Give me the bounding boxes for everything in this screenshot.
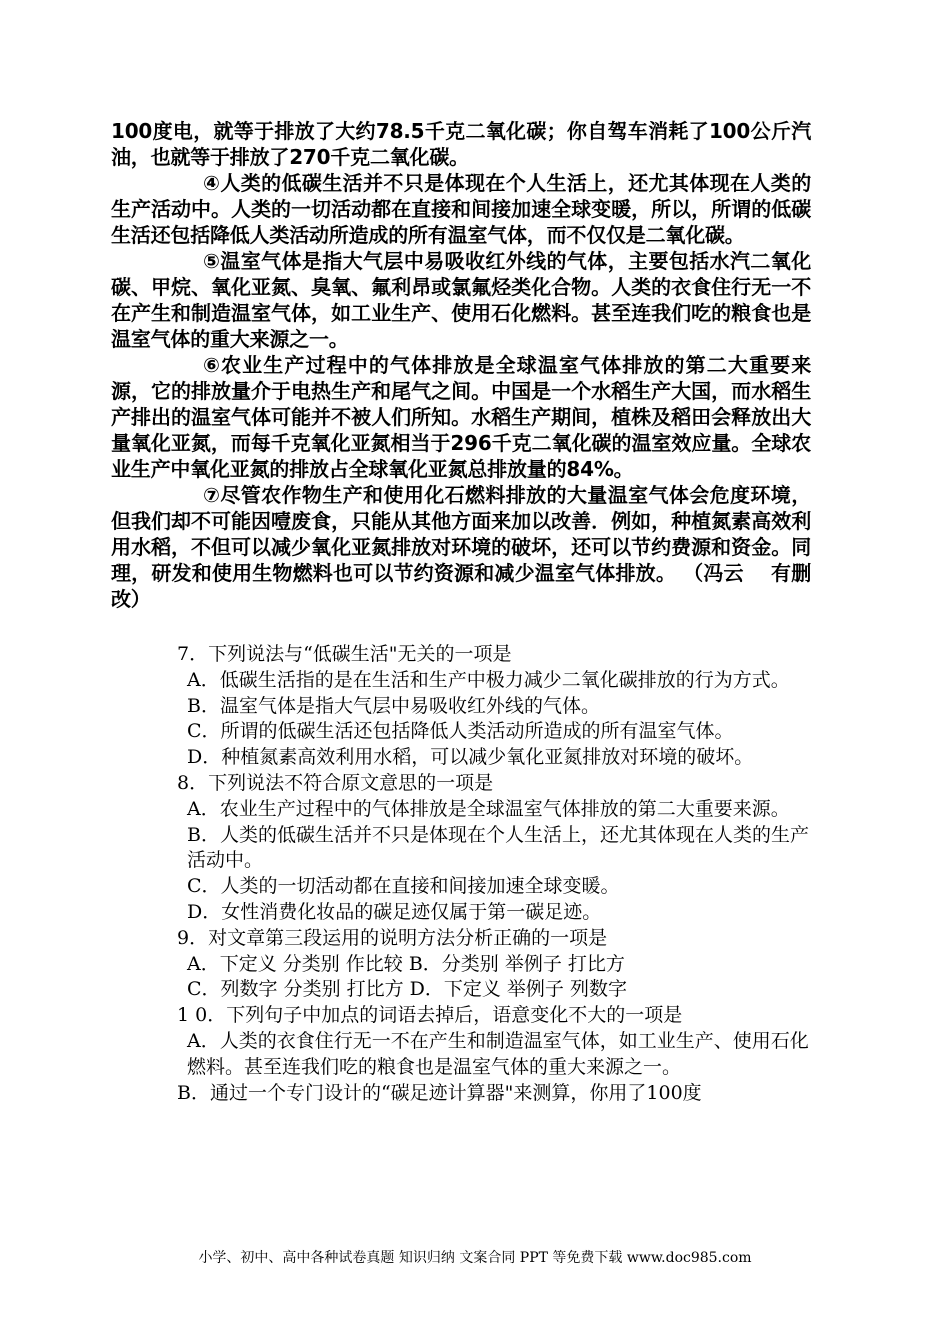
option-b: B．人类的低碳生活并不只是体现在个人生活上，还尤其体现在人类的生产活动中。 xyxy=(187,823,809,872)
options-a-b: A．下定义 分类别 作比较 B．分类别 举例子 打比方 xyxy=(187,952,625,975)
option-d: D．女性消费化妆品的碳足迹仅属于第一碳足迹。 xyxy=(187,900,602,923)
reading-passage xyxy=(111,118,811,612)
page-footer: 小学、初中、高中各种试卷真题 知识归纳 文案合同 PPT 等免费下载 www.doc985.com xyxy=(198,1250,752,1266)
question-7 xyxy=(177,642,809,771)
passage-paragraph-6: ⑥农业生产过程中的气体排放是全球温室气体排放的第二大重要来源，它的排放量介于电热生产和尾气之间。中国是一个水稻生产大国，而水稻生产排出的温室气体可能并不被人们所知。水稻生产期间，植株及稻田会释放出大量氧化亚氮，而每千克氧化亚氮相当于296千克二氧化碳的温室效应量。全球农业生产中氧化亚氮的排放占全球氧化亚氮总排放量的84%。 xyxy=(111,353,811,481)
option-b: B．温室气体是指大气层中易吸收红外线的气体。 xyxy=(187,694,600,717)
question-stem: 9．对文章第三段运用的说明方法分析正确的一项是 xyxy=(177,926,608,949)
option-a: A．人类的衣食住行无一不在产生和制造温室气体，如工业生产、使用石化燃料。甚至连我们吃的粮食也是温室气体的重大来源之一。 xyxy=(187,1029,809,1078)
question-stem: 1 0．下列句子中加点的词语去掉后，语意变化不大的一项是 xyxy=(177,1004,683,1027)
option-a: A．农业生产过程中的气体排放是全球温室气体排放的第二大重要来源。 xyxy=(187,797,790,820)
option-c: C．人类的一切活动都在直接和间接加速全球变暖。 xyxy=(187,875,620,898)
option-b: B．通过一个专门设计的“碳足迹计算器"来测算，你用了100度 xyxy=(177,1081,702,1104)
question-8 xyxy=(177,771,809,926)
passage-paragraph-5: ⑤温室气体是指大气层中易吸收红外线的气体，主要包括水汽二氧化碳、甲烷、氧化亚氮、臭氧、氟利昂或氯氟烃类化合物。人类的衣食住行无一不在产生和制造温室气体，如工业生产、使用石化燃料。甚至连我们吃的粮食也是温室气体的重大来源之一。 xyxy=(111,249,811,351)
option-c: C．所谓的低碳生活还包括降低人类活动所造成的所有温室气体。 xyxy=(187,720,734,743)
passage-paragraph-7: ⑦尽管农作物生产和使用化石燃料排放的大量温室气体会危度环境，但我们却不可能因噎废食，只能从其他方面来加以改善．例如，种植氮素高效利用水稻，不但可以减少氧化亚氮排放对环境的破坏，还可以节约费源和资金。同理，研发和使用生物燃料也可以节约资源和减少温室气体排放。 （冯云 有删改） xyxy=(111,483,811,611)
question-stem: 7．下列说法与“低碳生活"无关的一项是 xyxy=(177,643,512,665)
options-c-d: C．列数字 分类别 打比方 D．下定义 举例子 列数字 xyxy=(187,978,627,1001)
option-d: D．种植氮素高效利用水稻，可以减少氧化亚氮排放对环境的破坏。 xyxy=(187,746,754,769)
passage-paragraph-4: ④人类的低碳生活并不只是体现在个人生活上，还尤其体现在人类的生产活动中。人类的一切活动都在直接和间接加速全球变暖，所以，所谓的低碳生活还包括降低人类活动所造成的所有温室气体，而不仅仅是二氧化碳。 xyxy=(111,171,811,247)
question-stem: 8．下列说法不符合原文意思的一项是 xyxy=(177,771,494,794)
question-section xyxy=(177,642,809,1106)
question-10 xyxy=(177,1003,809,1106)
option-a: A．低碳生活指的是在生活和生产中极力减少二氧化碳排放的行为方式。 xyxy=(187,668,790,691)
passage-paragraph-continued: 100度电，就等于排放了大约78.5千克二氧化碳；你自驾车消耗了100公斤汽油，也就等于排放了270千克二氧化碳。 xyxy=(111,119,811,169)
question-9 xyxy=(177,926,809,1003)
